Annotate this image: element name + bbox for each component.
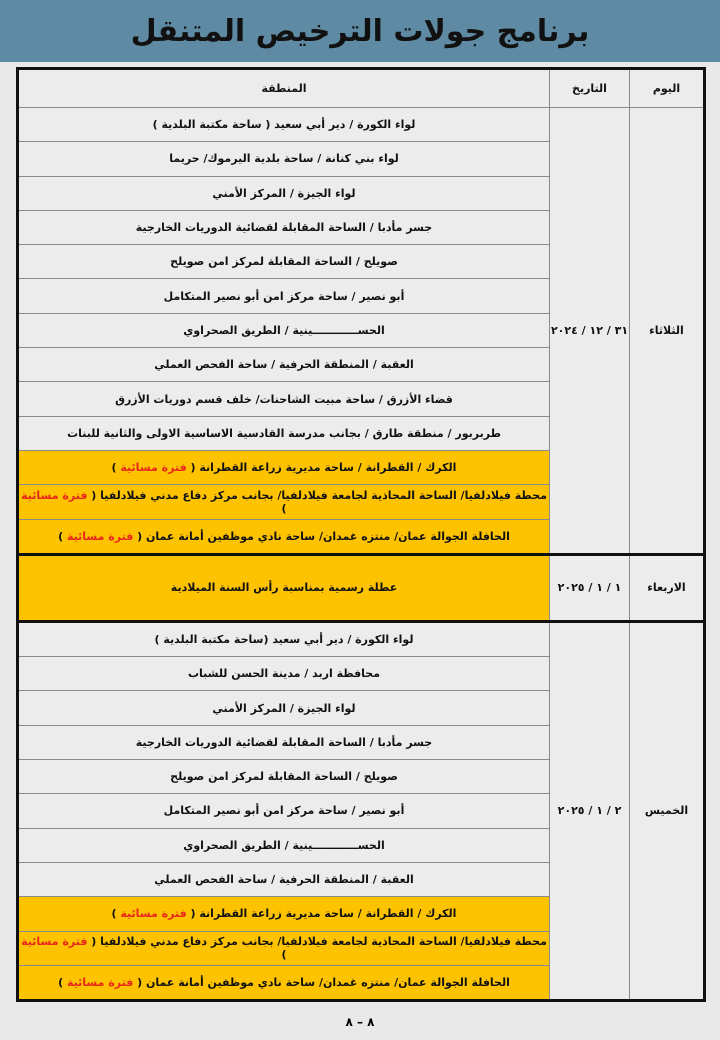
header-date: التاريخ [550,69,630,108]
table-row [18,108,705,142]
region-cell: محطة فيلادلفيا/ الساحة المحاذية لجامعة فيلادلفيا/ بجانب مركز دفاع مدني فيلادلفيا ( فترة مسائية ) [18,485,550,519]
region-text: لواء الكورة / دير أبي سعيد (ساحة مكتبة البلدية ) [154,633,414,646]
header-region: المنطقة [18,69,550,108]
region-cell [18,108,550,142]
region-cell [18,176,550,210]
region-text: محطة فيلادلفيا/ الساحة المحاذية لجامعة فيلادلفيا/ بجانب مركز دفاع مدني فيلادلفيا [100,935,547,949]
table-row [18,621,705,656]
page-number: ٨ – ٨ [345,1015,375,1029]
region-text: طربربور / منطقة طارق / بجانب مدرسة القادسية الاساسية الاولى والثانية للبنات [67,426,501,440]
evening-period-label: فترة مسائية [21,488,88,502]
evening-period-label: فترة مسائية [66,529,134,543]
region-cell [18,725,550,759]
region-cell [18,210,550,244]
evening-period-label: فترة مسائية [21,935,88,949]
title-banner [0,0,720,62]
region-cell [18,828,550,862]
region-cell: الحافلة الجوالة عمان/ منتزه غمدان/ ساحة نادي موظفين أمانة عمان ( فترة مسائية ) [18,519,550,554]
date-cell: ٣١ / ١٢ / ٢٠٢٤ [550,108,630,555]
day-cell: الاربعاء [630,554,705,621]
region-cell [18,245,550,279]
date-cell: ٢ / ١ / ٢٠٢٥ [550,621,630,1000]
schedule-table [16,67,706,1002]
region-text: أبو نصير / ساحة مركز امن أبو نصير المتكامل [163,804,405,818]
region-text: محطة فيلادلفيا/ الساحة المحاذية لجامعة فيلادلفيا/ بجانب مركز دفاع مدني فيلادلفيا [100,488,547,502]
region-cell [18,279,550,313]
region-text: العقبة / المنطقة الحرفية / ساحة الفحص العملي [154,873,414,887]
region-cell [18,348,550,382]
evening-period-label: فترة مسائية [66,975,134,989]
region-cell [18,794,550,828]
region-text: لواء الجيزة / المركز الأمني [212,701,356,715]
evening-period-label: فترة مسائية [120,461,187,475]
day-cell: الخميس [630,621,705,1000]
region-text: لواء الجيزة / المركز الأمني [212,186,356,200]
region-text: العقبة / المنطقة الحرفية / ساحة الفحص العملي [154,358,414,372]
table-header-row [18,69,705,108]
region-text: صويلح / الساحة المقابلة لمركز امن صويلح [170,255,398,269]
header-day: اليوم [630,69,705,108]
region-text: الحســــــــــــينية / الطريق الصحراوي [183,838,385,852]
region-cell: الكرك / القطرانة / ساحة مديرية زراعة القطرانة ( فترة مسائية ) [18,897,550,931]
holiday-row [18,554,705,621]
region-cell: الحافلة الجوالة عمان/ منتزه غمدان/ ساحة نادي موظفين أمانة عمان ( فترة مسائية ) [18,965,550,1000]
region-cell: محطة فيلادلفيا/ الساحة المحاذية لجامعة فيلادلفيا/ بجانب مركز دفاع مدني فيلادلفيا ( فترة مسائية ) [18,931,550,965]
region-text: قضاء الأزرق / ساحة مبيت الشاحنات/ خلف قسم دوريات الأزرق [115,392,453,406]
region-text: أبو نصير / ساحة مركز امن أبو نصير المتكامل [163,289,405,303]
region-text: لواء الكورة / دير أبي سعيد ( ساحة مكتبة البلدية ) [152,118,416,132]
holiday-cell: عطلة رسمية بمناسبة رأس السنة الميلادية [18,554,550,621]
region-text: الحافلة الجوالة عمان/ منتزه غمدان/ ساحة نادي موظفين أمانة عمان [145,529,510,543]
page-title: برنامج جولات الترخيص المتنقل [130,13,590,49]
date-cell: ١ / ١ / ٢٠٢٥ [550,554,630,621]
region-text: الحســــــــــــينية / الطريق الصحراوي [183,323,385,337]
region-cell [18,621,550,656]
region-text: صويلح / الساحة المقابلة لمركز امن صويلح [170,770,398,784]
region-cell [18,862,550,896]
region-text: الحافلة الجوالة عمان/ منتزه غمدان/ ساحة نادي موظفين أمانة عمان [145,975,510,989]
region-cell [18,416,550,450]
region-cell [18,313,550,347]
region-text: الكرك / القطرانة / ساحة مديرية زراعة القطرانة [199,907,457,921]
region-text: جسر مأدبا / الساحة المقابلة لقضائية الدوريات الخارجية [135,735,433,749]
region-text: جسر مأدبا / الساحة المقابلة لقضائية الدوريات الخارجية [135,221,433,235]
region-cell: الكرك / القطرانة / ساحة مديرية زراعة القطرانة ( فترة مسائية ) [18,450,550,484]
region-cell [18,657,550,691]
region-cell [18,142,550,176]
region-cell [18,382,550,416]
region-cell [18,691,550,725]
region-text: لواء بني كنانة / ساحة بلدية اليرموك/ حريما [169,152,399,166]
day-cell: الثلاثاء [630,108,705,555]
evening-period-label: فترة مسائية [120,907,187,921]
region-text: محافظة اربد / مدينة الحسن للشباب [187,667,381,681]
region-text: الكرك / القطرانة / ساحة مديرية زراعة القطرانة [199,461,457,475]
region-cell [18,760,550,794]
